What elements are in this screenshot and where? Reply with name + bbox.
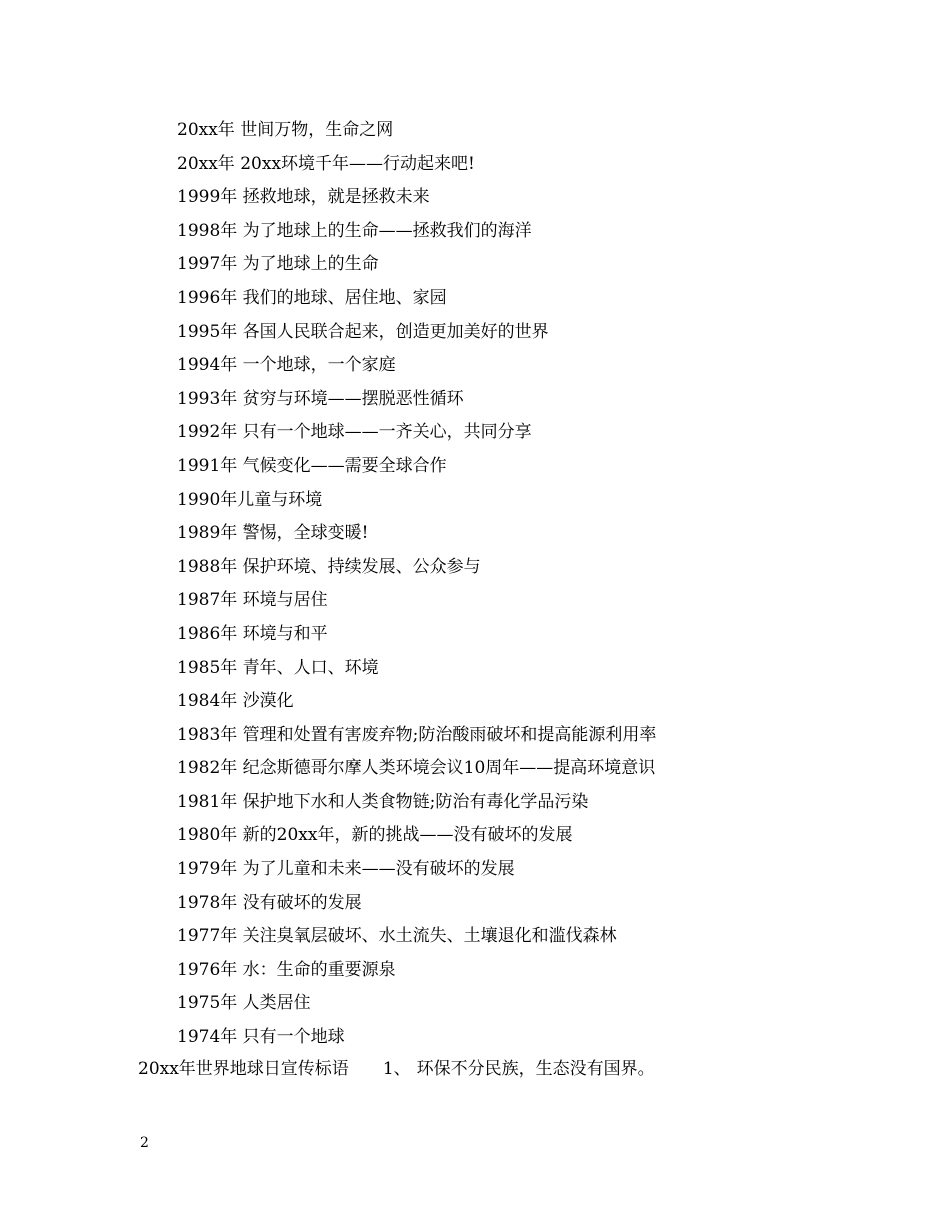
theme-text: 保护地下水和人类食物链;防治有毒化学品污染 <box>242 791 589 812</box>
theme-year: 1983年 <box>177 724 238 745</box>
theme-year: 1997年 <box>177 254 238 275</box>
theme-row <box>177 1023 656 1057</box>
theme-row <box>177 788 656 822</box>
theme-year: 1979年 <box>177 859 238 880</box>
theme-row <box>177 889 656 923</box>
page-number: 2 <box>140 1135 149 1151</box>
theme-year: 1978年 <box>177 892 238 913</box>
theme-row <box>177 553 656 587</box>
theme-row <box>177 418 656 452</box>
theme-row <box>177 586 656 620</box>
theme-year: 1999年 <box>177 187 238 208</box>
theme-year: 1995年 <box>177 321 238 342</box>
theme-year: 1996年 <box>177 287 238 308</box>
theme-text: 水：生命的重要源泉 <box>242 959 396 980</box>
theme-text: 20xx环境千年——行动起来吧! <box>240 153 475 174</box>
theme-text: 没有破坏的发展 <box>242 892 362 913</box>
theme-row <box>177 116 656 150</box>
theme-row <box>177 284 656 318</box>
theme-year: 1992年 <box>177 422 238 443</box>
theme-row <box>177 351 656 385</box>
theme-year: 20xx年 <box>177 153 235 174</box>
theme-row <box>177 654 656 688</box>
theme-year: 1985年 <box>177 657 238 678</box>
theme-year: 1977年 <box>177 926 238 947</box>
theme-row <box>177 687 656 721</box>
theme-text: 关注臭氧层破坏、水土流失、土壤退化和滥伐森林 <box>242 926 617 947</box>
theme-text: 人类居住 <box>242 993 311 1014</box>
theme-row <box>177 754 656 788</box>
theme-text: 保护环境、持续发展、公众参与 <box>242 556 481 577</box>
theme-year: 1975年 <box>177 993 238 1014</box>
theme-year: 1998年 <box>177 220 238 241</box>
theme-text: 各国人民联合起来，创造更加美好的世界 <box>242 321 549 342</box>
theme-text: 拯救地球，就是拯救未来 <box>242 187 430 208</box>
theme-year: 1981年 <box>177 791 238 812</box>
theme-year: 1976年 <box>177 959 238 980</box>
theme-row <box>177 922 656 956</box>
theme-row <box>177 956 656 990</box>
theme-row <box>177 721 656 755</box>
theme-row <box>177 150 656 184</box>
theme-text: 沙漠化 <box>242 691 294 712</box>
theme-year: 1974年 <box>177 1027 238 1048</box>
theme-year: 1989年 <box>177 523 238 544</box>
theme-row <box>177 821 656 855</box>
theme-text: 警惕，全球变暖! <box>242 523 369 544</box>
theme-text: 气候变化——需要全球合作 <box>242 455 447 476</box>
theme-year: 1988年 <box>177 556 238 577</box>
theme-year: 1990年 <box>177 489 238 510</box>
theme-text: 为了地球上的生命——拯救我们的海洋 <box>242 220 532 241</box>
theme-row <box>177 183 656 217</box>
theme-year: 1991年 <box>177 455 238 476</box>
theme-year: 1982年 <box>177 758 238 779</box>
theme-text: 只有一个地球——一齐关心，共同分享 <box>242 422 532 443</box>
theme-text: 为了地球上的生命 <box>242 254 379 275</box>
theme-year: 1994年 <box>177 355 238 376</box>
slogan-text: 环保不分民族，生态没有国界。 <box>416 1059 655 1079</box>
theme-year: 20xx年 <box>177 120 235 140</box>
theme-text: 环境与居住 <box>242 590 328 611</box>
theme-year: 1993年 <box>177 388 238 409</box>
theme-row <box>177 989 656 1023</box>
theme-text: 贫穷与环境——摆脱恶性循环 <box>242 388 464 409</box>
theme-row <box>177 855 656 889</box>
theme-text: 管理和处置有害废弃物;防治酸雨破坏和提高能源利用率 <box>242 724 657 745</box>
theme-row <box>177 250 656 284</box>
theme-text: 环境与和平 <box>242 623 328 644</box>
slogan-number: 1、 <box>382 1059 411 1079</box>
theme-text: 一个地球，一个家庭 <box>242 355 396 376</box>
theme-row <box>177 486 656 520</box>
theme-row <box>177 620 656 654</box>
theme-text: 我们的地球、居住地、家园 <box>242 287 447 308</box>
theme-row <box>177 452 656 486</box>
theme-text: 青年、人口、环境 <box>242 657 379 678</box>
theme-row <box>177 519 656 553</box>
environment-day-theme-list <box>177 116 656 1057</box>
theme-row <box>177 217 656 251</box>
theme-row <box>177 318 656 352</box>
slogan-heading: 20xx年世界地球日宣传标语 <box>138 1059 349 1079</box>
theme-row <box>177 385 656 419</box>
theme-year: 1980年 <box>177 825 238 846</box>
theme-text: 新的20xx年，新的挑战——没有破坏的发展 <box>242 825 573 846</box>
theme-text: 为了儿童和未来——没有破坏的发展 <box>242 859 515 880</box>
theme-text: 世间万物，生命之网 <box>240 120 394 140</box>
slogan-line <box>138 1055 655 1083</box>
theme-text: 只有一个地球 <box>242 1027 345 1048</box>
theme-text: 儿童与环境 <box>237 489 323 510</box>
theme-year: 1986年 <box>177 623 238 644</box>
theme-year: 1984年 <box>177 691 238 712</box>
theme-year: 1987年 <box>177 590 238 611</box>
theme-text: 纪念斯德哥尔摩人类环境会议10周年——提高环境意识 <box>242 758 656 779</box>
